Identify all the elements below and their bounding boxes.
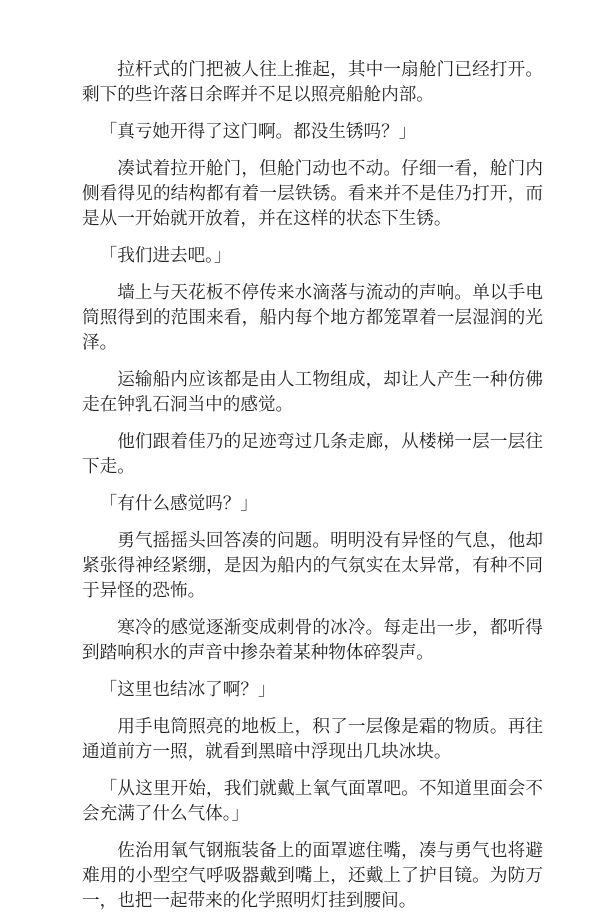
paragraph-1: 拉杆式的门把被人往上推起，其中一扇舱门已经打开。剩下的些许落日余晖并不足以照亮船舱内部。: [82, 60, 543, 105]
paragraph-4: 运输船内应该都是由人工物组成，却让人产生一种仿佛走在钟乳石洞当中的感觉。: [82, 370, 543, 415]
dialogue-line-2: 「我们进去吧。」: [99, 246, 232, 266]
dialogue-line-3: 「有什么感觉吗？」: [99, 494, 258, 514]
paragraph-5: 他们跟着佳乃的足迹弯过几条走廊，从楼梯一层一层往下走。: [82, 432, 543, 477]
paragraph-6: 勇气摇摇头回答凑的问题。明明没有异怪的气息，他却紧张得神经紧绷，是因为船内的气氛实在太异常，有种不同于异怪的恐怖。: [82, 531, 543, 601]
paragraph-3: 墙上与天花板不停传来水滴落与流动的声响。单以手电筒照得到的范围来看，船内每个地方都笼罩着一层湿润的光泽。: [82, 283, 543, 353]
paragraph-7: 寒冷的感觉逐渐变成刺骨的冰冷。每走出一步，都听得到踏响积水的声音中掺杂着某种物体碎裂声。: [82, 618, 543, 663]
paragraph-8: 用手电筒照亮的地板上，积了一层像是霜的物质。再往通道前方一照，就看到黑暗中浮现出几块冰块。: [82, 717, 543, 762]
paragraph-9: 佐治用氧气钢瓶装备上的面罩遮住嘴，凑与勇气也将避难用的小型空气呼吸器戴到嘴上，还戴上了护目镜。为防万一，也把一起带来的化学照明灯挂到腰间。: [82, 841, 543, 911]
paragraph-2: 凑试着拉开舱门，但舱门动也不动。仔细一看，舱门内侧看得见的结构都有着一层铁锈。看来并不是佳乃打开，而是从一开始就开放着，并在这样的状态下生锈。: [82, 159, 543, 229]
dialogue-line-1: 「真亏她开得了这门啊。都没生锈吗？」: [99, 122, 417, 142]
dialogue-line-4: 「这里也结冰了啊？」: [99, 680, 276, 700]
dialogue-line-5: 「从这里开始，我们就戴上氧气面罩吧。不知道里面会不会充满了什么气体。」: [82, 779, 543, 824]
